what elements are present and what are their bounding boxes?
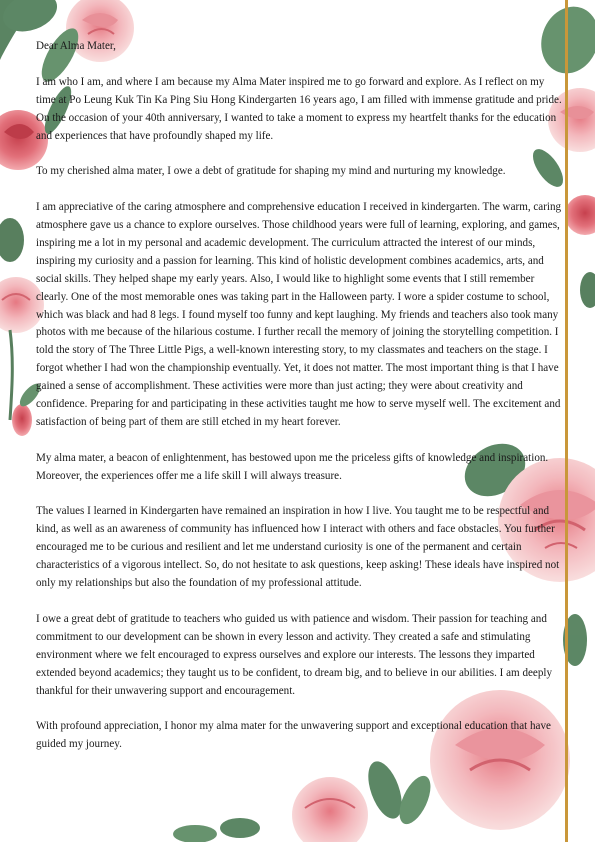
paragraph: I am who I am, and where I am because my Alma Mater inspired me to go forward and explore. As I reflect on my time at Po Leung Kuk Tin Ka Ping Siu Hong Kindergarten 16 years ago, I am filled with immense gratitude and pride. On the occasion of your 40th anniversary, I wanted to take a moment to express my heartfelt thanks for the education and experiences that have profoundly shaped my life. [36, 75, 562, 142]
paragraph: To my cherished alma mater, I owe a debt of gratitude for shaping my mind and nurturing my knowledge. [36, 165, 506, 178]
salutation: Dear Alma Mater, [36, 40, 116, 52]
gold-border-line [565, 0, 568, 842]
paragraph: I am appreciative of the caring atmosphere and comprehensive education I received in kindergarten. The warm, caring atmosphere gave us a chance to explore ourselves. Those childhood years were full of learning, exploring, and games, inspiring me a lot in my personal and academic development. The curriculum attracted the interest of our minds, inspiring my curiosity and a passion for learning. This kind of holistic development combines academics, arts, and social skills. They helped shape my early years. Also, I would like to highlight some events that I still remember clearly. One of the most memorable ones was taking part in the Halloween party. I wore a spider costume to school, which was black and had 8 legs. I found myself too funny and kept laughing. My friends and teachers also took many photos with me because of the hilarious costume. I further recall the memory of joining the storytelling competition. I told the story of The Three Little Pigs, a well-known interesting story, to my classmates and teachers on the stage. I forgot whether I had won the championship eventually. Yet, it does not matter. The most important thing is that I have gained a sense of accomplishment. These activities were more than just acting; they were about creativity and confidence. Preparing for and participating in these activities taught me how to serve myself well. The excitement and satisfaction of being part of them are still etched in my heart forever. [36, 201, 562, 428]
paragraph: With profound appreciation, I honor my alma mater for the unwavering support and exceptional education that have guided my journey. [36, 720, 551, 751]
paragraph: The values I learned in Kindergarten have remained an inspiration in how I live. You taught me to be respectful and kind, as well as an awareness of community has influenced how I interact with others and face obstacles. You further encouraged me to be curious and resilient and let me understand curiosity is one of the permanent and certain characteristics of a vigorous intellect. So, do not hesitate to ask questions, keep asking! These ideals have inspired not only my relationships but also the foundation of my professional attitude. [36, 505, 560, 590]
paragraph: My alma mater, a beacon of enlightenment, has bestowed upon me the priceless gifts of knowledge and inspiration. Moreover, the experiences offer me a life skill I will always treasure. [36, 451, 549, 482]
letter-body [36, 38, 562, 772]
paragraph: I owe a great debt of gratitude to teachers who guided us with patience and wisdom. Their passion for teaching and commitment to our development can be shown in every lesson and activity. They created a safe and stimulating environment where we felt encouraged to express ourselves and explore our interests. The lessons they imparted extended beyond academics; they taught us to be confident, to dream big, and to believe in our abilities. I am deeply thankful for their unwavering support and encouragement. [36, 612, 553, 697]
